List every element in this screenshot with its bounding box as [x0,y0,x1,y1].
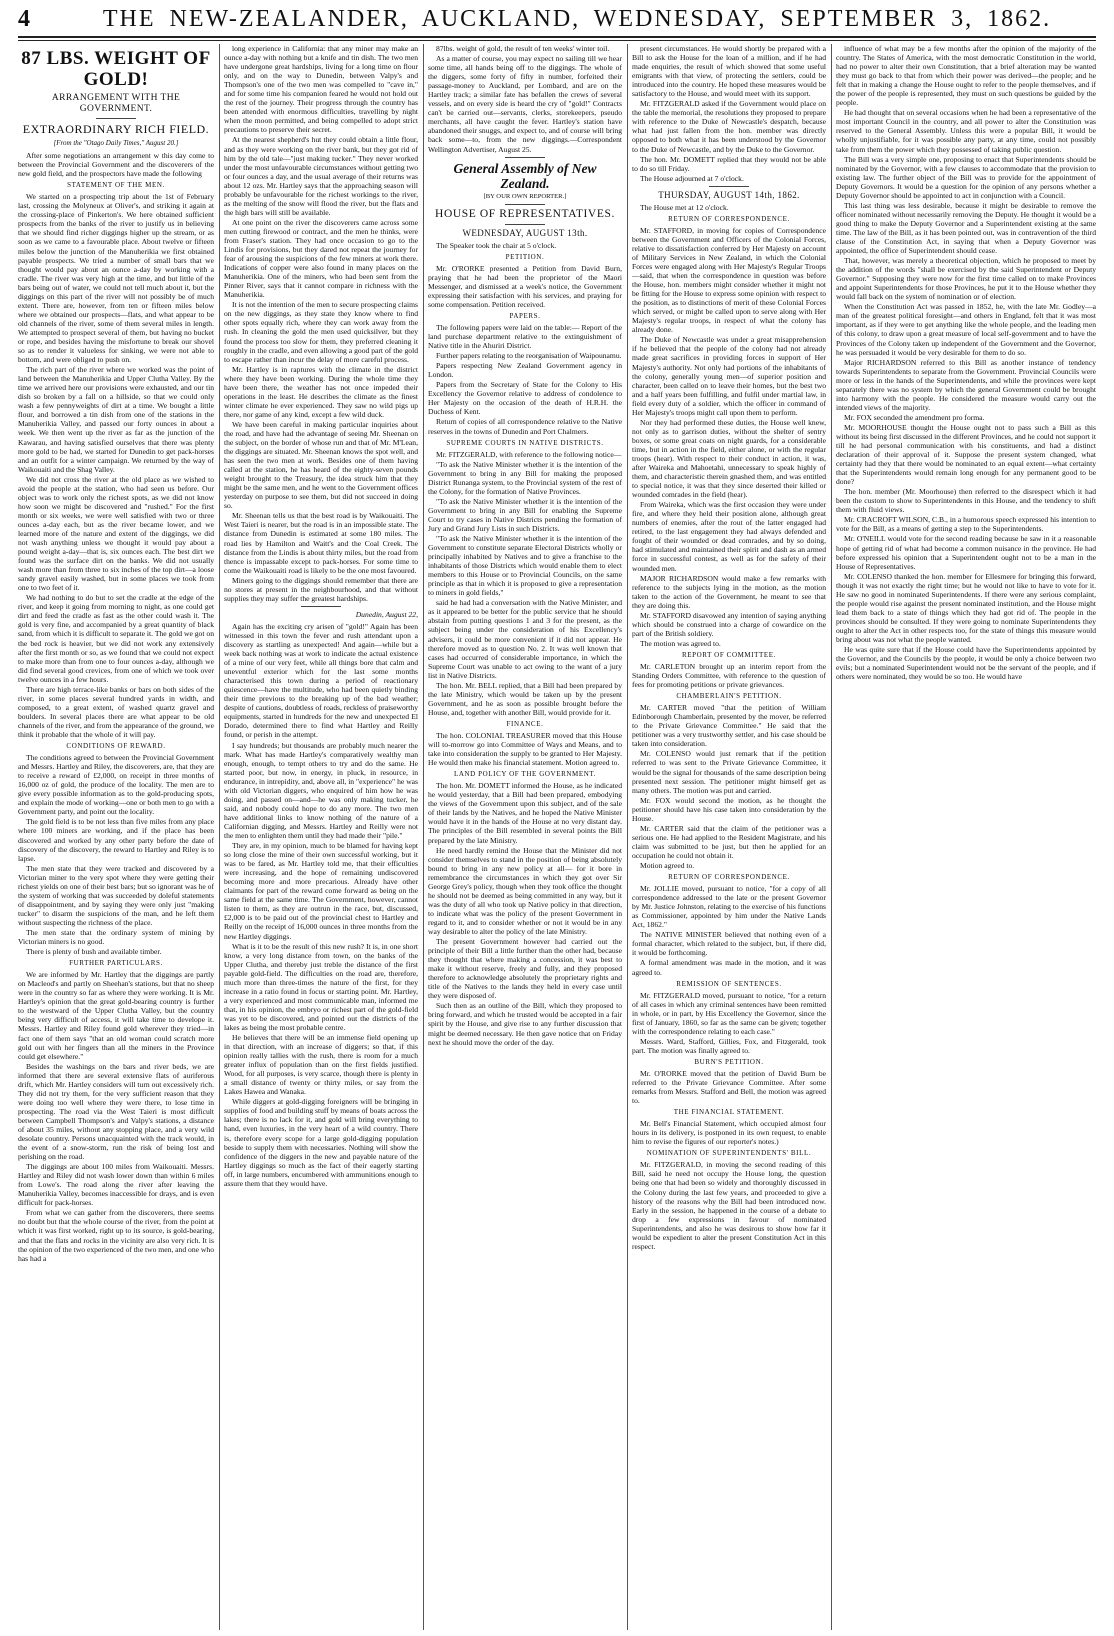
article-paragraph: From what we can gather from the discoverers, there seems no doubt but that the whole course of the river, from the point at which it was first worked, right up to its source, is gold-bearing, and that the flats and rocks in the vicinity are also very rich. It is the opinion of the two experienced of the two men, and one who has had a [18,1208,214,1263]
column-4 [632,44,826,1632]
article-paragraph: The gold field is to be not less than five miles from any place where 100 miners are working, and if the place has been discovered and worked by any other party before the date of discovery of the discovery, the reward to Hartley and Riley is to lapse. [18,817,214,863]
article-paragraph: The hon. member (Mr. Moorhouse) then referred to the disrespect which it had been the custom to show to Superintendents in this House, and the tendency to shift them with fluid views. [836,487,1096,515]
section-heading: FURTHER PARTICULARS. [69,959,163,968]
article-paragraph: Mr. Bell's Financial Statement, which occupied almost four hours in its delivery, is postponed in its own request, to enable him to revise the figures of our reporter's notes.) [632,1119,826,1147]
article-paragraph: Mr. FITZGERALD, in moving the second reading of this Bill, said he need not occupy the House long, the question being one that had been so widely and thoroughly discussed in the Colony during the last few years, and proceeded to give a history of the reasons why the Bill had been introduced now. Early in the session, he happened in the course of a debate to drop a few expressions in favour of nominated Superintendents, and also he was desirous to show how far it would be expedient to alter the present Constitution Act in this respect. [632,1160,826,1251]
article-paragraph: After some negotiations an arrangement w this day come to between the Provincial Government and the discoverers of the new gold field, and the prospectors have made the following [18,151,214,179]
section-heading: BURN'S PETITION. [694,1057,764,1066]
article-paragraph: "To ask the Native Minister whether it is the intention of the Government to bring in any Bill for making the proposed District Runanga system, to the Provincial system of the rest of the Colony, for the formation of Native Provinces. [428,459,622,496]
article-paragraph: This last thing was less desirable, because it might be desirable to remove the officer nominated without necessarily removing the Deputy. He thought it would be a good thing to make the Deputy Governor and a Superintendent existing at the same time. The law of the Bill, as it has been pointed out, was in contravention of the third clause of the Constitution Act, in saying that when a Deputy Governor was appointed, the office of Superintendent should cease. [836,200,1096,256]
section-heading: CONDITIONS OF REWARD. [66,742,166,751]
article-paragraph: The men state that the ordinary system of mining by Victorian miners is no good. [18,927,214,947]
masthead [18,4,1096,38]
page-number: 4 [18,6,30,32]
article-paragraph: The Speaker took the chair at 5 o'clock. [436,240,557,250]
article-paragraph: From Waireka, which was the first occasion they were under fire, and where they held their position alone, although great numbers of enemies, after the rout of the latter engaged had retired, to the last engagement they had always defended and fought of their wounded or dead comrades, and by so doing, had stimulated and maintained their spirit and dash as an armed force in successful contest, as well as for the safety of their wounded men. [632,500,826,573]
article-paragraph: There are high terrace-like banks or bars on both sides of the river, in some places several hundred yards in width, and composed, to a great extent, of washed quartz gravel and boulders. In several places there are what appear to be old channels of the river, and from the appearance of the ground, we think it probable that the whole of it will pay. [18,684,214,739]
article-paragraph: The Bill was a very simple one, proposing to enact that Superintendents should be nominated by the Governor, with a few clauses to accommodate that the provision to existing law. The further object of the Bill was to provide for the appointment of Deputy Governors. It would be a question for the opinion of any persons whether a Deputy Governor should be appointed to act in conjunction with a Council. [836,154,1096,200]
masthead-rule-thin [18,40,1096,41]
section-heading: CHAMBERLAIN'S PETITION. [676,692,782,701]
article-paragraph: said he had had a conversation with the Native Minister, and as it appeared to be better for the public service that he should abstain from putting questions 1 and 3 for the present, as the subject being under the consideration of his Excellency's advisers, it could be more convenient if it did not appear. He therefore moved as to question No. 2. It was well known that cases had occurred of considerable importance, in which the Supreme Court was unable to act owing to the want of a jury list in Native Districts. [428,598,622,680]
article-paragraph: A formal amendment was made in the motion, and it was agreed to. [632,958,826,977]
article-paragraph: long experience in California: that any miner may make an ounce a-day with nothing but a knife and tin dish. The two men have undergone great hardships, living for a long time on flour only, and on the way to Dunedin, between Valpy's and Thompson's one of the two men was compelled to "cave in," and for some time his companion feared he would not hold out the rest of the journey. Their progress through the country has been attended with enormous difficulties, travelling by night when the moon permitted, and being compelled to adopt strict precautions to preserve their secret. [224,44,418,135]
article-paragraph: Mr. Sheenan tells us that the best road is by Waikouaiti. The West Taieri is nearer, but the road is in an impossible state. The distance from Dunedin is estimated at some 180 miles. The road lies by Hamilton and Waitt's and the Coal Creek. The distance from the Lindis is about thirty miles, but the road from thence is impassable except to pack-horses. For some time to come the Waikouaiti road is likely to be the one most favoured. [224,511,418,575]
article-paragraph: The men state that they were tracked and discovered by a Victorian miner to the very spot where they were getting their richest yields on one of their best bars; but so ignorant was he of the system of working that was succeeded by doleful statements of disappointment, and by saying they were only just "making tucker" to disarm the suspicions of the man, and he left them without suspecting the richness of the place. [18,863,214,927]
column-3 [428,44,622,1632]
article-paragraph: Mr. FITZGERALD asked if the Government would place on the table the memorial, the resolutions they proposed to prepare with reference to the Duke of Newcastle's despatch, because what had just fallen from the hon. member was directly opposed to both what it has been understood by the Governor to the Duke of Newcastle, and by the Duke to the Governor. [632,99,826,154]
article-paragraph: The hon. Mr. DOMETT informed the House, as he indicated he would yesterday, that a Bill had been prepared, embodying the views of the Government upon this subject, and of the sale of their lands by the Natives, and he hoped the Native Minister would have it in the hands of the House at no very distant day. The principles of the Bill resembled in several points the Bill prepared by the late Ministry. [428,781,622,845]
article-paragraph: The House met at 12 o'clock. [640,202,729,212]
article-paragraph: 87lbs. weight of gold, the result of ten weeks' winter toil. [436,44,610,53]
article-paragraph: Mr. FOX seconded the amendment pro forma. [844,412,985,422]
section-heading: REPORT OF COMMITTEE. [681,650,777,659]
section-heading: SUPREME COURTS IN NATIVE DISTRICTS. [446,438,604,447]
article-paragraph: The NATIVE MINISTER believed that nothing even of a formal character, which related to the subject, but, if there did, it would be forthcoming. [632,930,826,958]
sitting-date: WEDNESDAY, AUGUST 13th. [462,227,588,238]
article-paragraph: Further papers relating to the reorganisation of Waipounamu. [436,351,622,361]
assembly-heading: General Assembly of New Zealand. [453,160,597,191]
masthead-rule [18,36,1096,38]
column-rule [219,44,220,1630]
dateline: Dunedin, August 22, [355,609,418,619]
article-paragraph: Return of copies of all correspondence relative to the Native reserves in the towns of Dunedin and Port Chalmers. [428,417,622,436]
article-paragraph: He believes that there will be an immense field opening up in that direction, with an increase of diggers; so that, if this opinion really tallies with the rush, there is room for a much greater influx of population than on the first fields justified. Wood, for all purposes, is very scarce, though there is plenty in a small distance of twenty or thirty miles, or say from the Lakes Hawea and Wanaka. [224,1033,418,1097]
article-paragraph: Mr. FITZGERALD moved, pursuant to notice, "for a return of all cases in which any criminal sentences have been remitted in whole, or in part, by His Excellency the Governor, since the first of January, 1860, so far as the same can be given; together with the correspondence relating to each case." [632,990,826,1036]
article-paragraph: Mr. CARLETON brought up an interim report from the Standing Orders Committee, with reference to the question of fees for promoting petitions or private grievances. [632,662,826,690]
article-paragraph: At one point on the river the discoverers came across some men cutting firewood or contract, and the men he thinks, were from Fraser's station. They had once occasion to go to the Lindis for provisions, but they dared not repeat the journey for fear of arousing the suspicions of the few miners at work there. Indications of copper were also found in many places on the Manuherikia. One of the miners, who had been sent from the Pinner River, says that it cannot compare in richness with the Manuherikia. [224,217,418,300]
article-paragraph: He had thought that on several occasions when he had been a representative of the most important Council in the country, and all power to alter the Constitution was reserved to the General Assembly. Unless this were a popular Bill, it would be wholly unjustifiable, for it was possible any party, at any time, could not possibly take from them the power which they possessed of taking public question. [836,108,1096,154]
article-paragraph: Miners going to the diggings should remember that there are no stores at present in the neighbourhood, and that without supplies they may suffer the greatest hardships. [224,575,418,603]
divider [505,204,545,205]
article-paragraph: Messrs. Ward, Stafford, Gillies, Fox, and Fitzgerald, took part. The motion was finally agreed to. [632,1036,826,1055]
article-paragraph: The House adjourned at 7 o'clock. [640,173,744,183]
divider [96,118,136,119]
reporter-credit: [BY OUR OWN REPORTER.] [483,192,567,200]
section-heading: RETURN OF CORRESPONDENCE. [668,873,790,882]
article-paragraph: Mr. STAFFORD disavowed any intention of saying anything which should be construed into a charge of cowardice on the part of the British soldiery. [632,610,826,638]
article-paragraph: The rich part of the river where we worked was the point of land between the Manuherikia and Upper Clutha Valley. By the time we arrived here our provisions were exhausted, and our tin dish so broken by a fall on a hillside, so that we could only wash a few pennyweights of dirt at a time. We bought a little flour, and borrowed a tin dish from one of the stations in the Manuherikia Valley, and passed our forty ounces in about a week. We then went up the river as far as the junction of the Kawarau, and having satisfied ourselves that there was plenty more gold to be had, we started for Dunedin to get pack-horses and an outfit for a winter campaign. We returned by the way of Waikouaiti and the Shag Valley. [18,365,214,474]
column-rule [423,44,424,1630]
article-paragraph: We had nothing to do but to set the cradle at the edge of the river, and keep it going from morning to night, as one could get dirt and feed the cradle as fast as the other could wash it. The gold is very fine, and accompanied by a great quantity of black sand, from which it is difficult to separate it. The gold we got on the bed rock is heavier, but we did not work any extensively after the first month or so, as we found that we could not expect to make more than from one to four ounces a-day, although we did find several good crevices, from one of which we took over twelve ounces in a few hours. [18,593,214,684]
article-paragraph: He need hardly remind the House that the Minister did not consider themselves to stand in the position of being absolutely bound to bring in any new policy at all— for it bore in remembrance the circumstances in which they got over Sir George Grey's policy, though when they took office the thought he should not be deemed as being committed in any way, but it was the duty of all who took up Native policy in that direction, to indicate what was the policy of the present Government in regard to it, and to consider whether or not it would be in any way desirable to alter the policy of the late Ministry. [428,845,622,936]
article-paragraph: Again has the exciting cry arisen of "gold!" Again has been witnessed in this town the fever and rush attendant upon a discovery as startling as unexpected! And again—while but a week back nothing was at work to indicate the actual existence of a mine of our very feet, while all things bore that calm and uneventful exterior which for the last some months characterised this town during a period of reactionary quiescence—have the multitude, who had been quietly binding their time previous to the breaking up of the bad weather; despite of cautions, doubtless of roads, reckless of praiseworthy equipments, started in hundreds for the new and unexpected El Dorado, determined there to find what Hartley and Reilly found, or perish in the attempt. [224,621,418,740]
article-paragraph: The Duke of Newcastle was under a great misapprehension if he believed that the people of the colony had not already made great sacrifices in providing forces in support of Her Majesty's authority. Not only had portions of the inhabitants of the colony, generally young men—of superior position and character, been called on to leave their homes, but the best two and a half years been fulfilling, and fulfil under martial law, in field every duty of a soldier, which the officer in command of Her Majesty's troops might call upon them to perform. [632,335,826,417]
article-paragraph: "To ask the Native Minister whether it is the intention of the Government to constitute separate Electoral Districts wholly or principally inhabited by Natives and to give a franchise to the inhabitants of those Districts which would enable them to elect members to this House or to Provincial Councils, on the same principle as that in which it is proposed to give a representation to miners in gold fields," [428,534,622,598]
article-paragraph: The motion was agreed to. [640,638,721,648]
article-paragraph: Mr. CARTER said that the claim of the petitioner was a serious one. He had applied to the Resident Magistrate, and his claim was submitted to be just, but then he applied for an occupation he could not obtain it. [632,823,826,860]
section-heading: REMISSION OF SENTENCES. [676,979,782,988]
article-paragraph: They are, in my opinion, much to be blamed for having kept so long close the mine of their own successful working, but it was to be fared, as Mr. Hartley told me, that their efficulties were increasing, and the hope of remaining undiscovered becoming more and more precarious. Already have other claimants for part of the reward come forward as being on the same field at the same time. The Government, however, cannot listen to them, as they are outrun in the race, but, discussed, £2,000 is to be paid out of the provincial chest to Hartley and Reilly on the receipt of 16,000 ounces in three months from the new Hartley diggings. [224,841,418,941]
article-paragraph: We have been careful in making particular inquiries about the road, and have had the advantage of seeing Mr. Sheenan on the subject, on the border of whose run and that of Mr. M'Lean, the diggings are situated. Mr. Sheenan knows the spot well, and has seen the two men at work. Besides one of them having called at the station, he has heard of the eighty-seven pounds weight brought to the Treasury, the idea struck him that they might be the same men, and he went to the Government offices yesterday on purpose to see them, but did not succeed in doing so. [224,419,418,511]
column-2 [224,44,418,1632]
article-paragraph: Mr. O'NEILL would vote for the second reading because he saw in it a reasonable hope of getting rid of what had become a common nuisance in the province. He had before expressed his opinion that a Superintendent ought not to be a man in the House of Representatives. [836,534,1096,571]
article-paragraph: That, however, was merely a theoretical objection, which he proposed to meet by the addition of the words "shall be exercised by the said Superintendent or Deputy Governor." Supposing they were now for the first time called on to make Provinces and appoint Superintendents for those Provinces, he put it to the House whether they would fall back on the system of nomination or of election. [836,256,1096,302]
article-paragraph: present circumstances. He would shortly be prepared with a Bill to ask the House for the loan of a million, and if he had made enquiries, the result of which showed that some useful emigrants with that view, of protecting the settlers, could be introduced into the country. He hoped these measures would be satisfactory to the House, and would meet with its support. [632,44,826,99]
article-paragraph: "To ask the Native Minister whether it is the intention of the Government to bring in any Bill for enabling the Supreme Court to try cases in Native Districts pending the formation of Jury and Grand Jury Lists in such Districts. [428,496,622,533]
article-paragraph: What is it to be the result of this new rush? It is, in one short know, a very long distance from town, on the banks of the Upper Clutha, and thereby just treble the distance of the first payable gold-field. The difficulties on the road are, therefore, much more than three-times the nature of the first, for they increase in a ratio found in focus or starting point. Mr. Hartley, a very experienced and most communicable man, informed me that, in his opinion, the embryo or richest part of the gold-field was yet to be discovered, and pointed out the districts of the lakes as being the most probable centre. [224,941,418,1032]
article-paragraph: The hon. COLONIAL TREASURER moved that this House will to-morrow go into Committee of Ways and Means, and to take into consideration the supply to be granted to Her Majesty. He would then make his financial statement. Motion agreed to. [428,731,622,768]
article-paragraph: Nor they had performed these duties, the House well knew, not only as to garrison duties, without the shelter of sentry boxes, or some great coats on night guards, for a considerable time, but in action in the field, either alone, or with the regular troops (hear). With respect to their conduct in action, it was, after Waireka and Mahoetahi, unnecessary to speak highly of them, and characteristic therein gnashed them, and was entitled to special notice, it was that they since deserted their killed or wounded comrades in the field (hear). [632,417,826,500]
article-paragraph: While diggers at gold-digging foreigners will be bringing in supplies of food and building stuff by means of boats across the lakes; there is no lack for it, and gold will bring everything to hand, even luxuries, in the very heart of a wild country. There is, therefore every scope for a large gold-digging population beside to supply them with necessaries. Nothing will show the confidence of the diggers in the new and payable nature of the Hartley diggings so much as the fact of their eagerly starting off, in large numbers, encumbered with ammunitions enough to assure them that they would have. [224,1097,418,1188]
article-paragraph: When the Constitution Act was passed in 1852, he, with the late Mr. Godley—a man of the greatest political foresight—and others in England, felt that it was most important, as if they were to get anything like the whole people, and the leading men of this colony, to draw upon a great measure of local self-government and to have the Provinces of the Colony taken up independent of the Government and the Governor, he was persuaded it would be very desirable for them to do so. [836,302,1096,357]
article-paragraph: influence of what may be a few months after the opinion of the majority of the country. The States of America, with the most democratic Constitution in the world, had no power to alter their own Constitution, that a brief alteration may be wanted they must go back to that from which their power was derived—the people; and he felt that in making a change the House ought to refer to the people themselves, and if the power of the people is represented, they must on such questions be guided by the people. [836,44,1096,108]
article-paragraph: The following papers were laid on the table:— Report of the land purchase department relative to the extinguishment of Native title in the Ahuriri District. [428,322,622,351]
article-paragraph: Mr. O'RORKE presented a Petition from David Burn, praying that he had been the proprietor of the Maori Messenger, and dismissed at a week's notice, the Government expressing their satisfaction with his services, and praying for some compensation. Petition received. [428,263,622,309]
article-paragraph: The conditions agreed to between the Provincial Government and Messrs. Hartley and Riley, the discoverers, are, that they are to receive a reward of £2,000, on receipt in three months of 16,000 oz of gold, the produce of the locality. The men are to give every possible information as to the gold-producing spots, and explain the mode of working—one or both men to go with a Government party, and point out the locality. [18,753,214,817]
section-heading: THE FINANCIAL STATEMENT. [673,1108,785,1117]
article-paragraph: Motion agreed to. [640,860,695,870]
article-paragraph: He was quite sure that if the House could have the Superintendents appointed by the Governor, and the Councils by the people, it would be only a choice between two evils; but a nominated Superintendent would not be the servant of the people, and if others were nominated, they would be so too. He would have [836,645,1096,682]
divider [301,606,341,607]
column-rule [831,44,832,1630]
article-paragraph: Mr. CRACROFT WILSON, C.B., in a humorous speech expressed his intention to vote for the Bill, as a means of getting a step to the Superintendents. [836,515,1096,534]
section-heading: PAPERS. [509,311,541,320]
column-rule [627,44,628,1630]
article-paragraph: Mr. COLENSO would just remark that if the petition referred to was sent to the Private Grievance Committee, it would be the signal for thousands of the same description being presented next session. The petitioner might himself get as many others. The motion was put and carried. [632,749,826,795]
column-5 [836,44,1096,1632]
article-paragraph: It is not the intention of the men to secure prospecting claims on the new diggings, as they state they know where to find other spots equally rich, where they can work away from the rush. In cleaning the gold the men used quicksilver, but they found the process too slow for them, they preferred cleaning it roughly in the cradle, and even allowing a good part of the gold to escape rather than incur the delay of more careful process. [224,300,418,364]
divider [505,224,545,225]
divider [505,157,545,158]
article-paragraph: Mr. CARTER moved "that the petition of William Edinborough Chamberlain, presented by the mover, be referred to the Private Grievance Committee." He said that the petitioner was a very trustworthy settler, and his case should be taken into consideration. [632,703,826,749]
article-paragraph: Papers respecting New Zealand Government agency in London. [428,361,622,380]
article-paragraph: As a matter of course, you may expect no sailing till we hear some time, all hands being off to the diggings. The whole of the diggers, some forty of fifty in number, forfeited their passage-money to Auckland, per Lombard, and are on the Hartley track; a similar fate has befallen the crews of several vessels, and on every side is heard the cry of "gold!" Contracts can't be carried out—servants, clerks, storekeepers, pseudo merchants, all have caught the fever. Hartley's station have abandoned their snuggs, and expect to, and of course will bring back some—to, from the new diggings.—Correspondent Wellington Advertiser, August 25. [428,54,622,154]
sitting-date: THURSDAY, AUGUST 14th, 1862. [658,189,800,200]
newspaper-title: THE NEW-ZEALANDER, AUCKLAND, WEDNESDAY, SEPTEMBER 3, 1862. [102,6,1052,32]
article-paragraph: I say hundreds; but thousands are probably much nearer the mark. What has made Hartley's comparatively wealthy man enough, enough, to tempt others to try and do the same. He started poor, but now, in energy, in pluck, in resource, in endurance, in intrepidity, and, above all, in "experience" he was with old Victorian diggers, who enquired of him how he was doing, and passed on—and—he was only making tucker, he said, and nobody could hope to do any more. The two men have additional links to know nothing of the nature of a Californian digging, and Messrs. Hartley and Reilly were not the men to enlighten them until they had made their "pile." [224,740,418,840]
column-1 [18,44,214,1632]
gold-subhead-arrangement: ARRANGEMENT WITH THE GOVERNMENT. [51,93,181,114]
article-paragraph: We did not cross the river at the old place as we wished to avoid the people at the station, who had seen us before. Our object was to work only the richest spots, as we did not know how soon we might be discovered and "rushed." For the first month or six weeks, we were well satisfied with two or three ounces a-day each, but as the river became lower, and we learned more of the nature and extent of the diggings, we did not wash anything unless we thought it would pay about a pound weight a-day—that is, six ounces each. The best dirt we found was the surface dirt on the banks. We did not usually wash more than from three to six inches of the top dirt—a loose sandy gravel easily washed, but in some places we took from one to two feet of it. [18,474,214,593]
article-paragraph: Papers from the Secretary of State for the Colony to His Excellency the Governor relative to address of condolence to Her Majesty on the occasion of the death of H.R.H. the Duchess of Kent. [428,380,622,417]
section-heading: NOMINATION OF SUPERINTENDENTS' BILL. [646,1149,812,1158]
article-paragraph: Mr. STAFFORD, in moving for copies of Correspondence between the Government and Officers of the Colonial Forces, relative to dissatisfaction conferred by Her Majesty on account of Military Services in New Zealand, in which the Colonial Forces were engaged along with Her Majesty's Regular Troops—said, that when the correspondence in question was before the House, hon. members might consider whether it might not be fitting for the House to express some opinion with respect to the position, as to distinctions of merit of these Colonial Forces which served, or might be called upon to serve along with Her Majesty's regular troops, in respect of what the colony has already done. [632,225,826,335]
article-paragraph: We are informed by Mr. Hartley that the diggings are partly on Macleod's and partly on Sheehan's stations, but that no sheep were in the country so far as where they were working. It is Mr. Hartley's opinion that the great gold-bearing country is further to the westward of the Upper Clutha Valley, but the country being very difficult of access, it will take time to develope it. Messrs. Hartley and Riley found gold wherever they tried—in fact one of them says "that an old woman could scratch more gold out with her fingers than all the miners in the Province could get elsewhere." [18,970,214,1061]
article-paragraph: Mr. FOX would second the motion, as he thought the petitioner should have his case taken into consideration by the House. [632,795,826,823]
article-paragraph: Mr. Hartley is in raptures with the climate in the district where they have been working. During the whole time they have been there, the weather has not once impeded their operations in the least. He describes the climate as the finest winter climate he ever experienced. They saw no wild pigs up there, nor game of any kind, except a few wild duck. [224,364,418,419]
article-paragraph: The present Government however had carried out the principle of their Bill a little further than the other had, because they thought that where making a concession, it was best to make it without reserve, freely and fully, and they proposed therefore to acknowledge absolutely the proprietary rights and title of the Natives to the lands they held in every case until they were disposed of. [428,937,622,1001]
article-paragraph: Besides the washings on the bars and river beds, we are informed that there are several extensive flats of auriferous drift, which Mr. Hartley considers will turn out excessively rich. They did not try them, for the very sufficient reason that they were doing too well where they were there, to lose time in prospecting. The road via the West Taieri is most difficult between Campbell Thompson's and Valpy's stations, a distance of about 35 miles, without any stopping place, and a very wild desolate country. Persons unacquainted with the track would, in the event of a snow-storm, run the risk of being lost and perishing on the road. [18,1061,214,1162]
article-paragraph: We started on a prospecting trip about the 1st of February last, crossing the Molyneux at Oliver's, and striking it again at the crossing-place of Pinkerton's. We here obtained sufficient prospects from the banks of the river to justify us in believing that we should find richer diggings higher up the stream, or as soon as we came to a favourable place. About twelve or fifteen miles below the junction of the Manuherikia we first obtained payable prospects. We tried a number of small bars that we thought would pay about an ounce a-day by working with a cradle. The river was very high at the time, and but little of the bars being out of water, we could not tell much about it, but the diggings on this part of the river will not possibly be of much extent. There are, however, from ten or fifteen miles below where we obtained our prospects—flats, and what appear to be old channels of the river, some of them several miles in length. We attempted to prospect several of them, but having no bucket or rope, and besides having the misfortune to break our shovel so as to render it valueless for sinking, we were not able to bottom, and were obliged to push on. [18,192,214,365]
gold-headline: 87 LBS. WEIGHT OF GOLD! [21,48,211,90]
article-paragraph: Such then as an outline of the Bill, which they proposed to bring forward, and which he trusted would be accepted in a fair spirit by the House, and give rise to any further discussion that might be deemed necessary. He then gave notice that on Friday next he should move the order of the day. [428,1001,622,1047]
article-paragraph: The diggings are about 100 miles from Waikouaiti. Messrs. Hartley and Riley did not wash lower down than within 6 miles from Lowe's. The road along the river after leaving the Manuherikia Valley, becomes inaccessible for drays, and is even difficult for pack-horses. [18,1162,214,1208]
gold-subhead-rich-field: EXTRAORDINARY RICH FIELD. [22,122,210,136]
article-paragraph: The hon. Mr. DOMETT replied that they would not be able to do so till Friday. [632,154,826,173]
article-source: [From the "Otago Daily Times," August 20.] [53,139,179,147]
article-paragraph: Mr. O'RORKE moved that the petition of David Burn be referred to the Private Grievance Committee. After some remarks from Messrs. Stafford and Bell, the motion was agreed to. [632,1068,826,1106]
section-heading: RETURN OF CORRESPONDENCE. [668,214,790,223]
article-paragraph: Mr. JOLLIE moved, pursuant to notice, "for a copy of all correspondence addressed to the late or the present Governor by Mr. Justice Johnston, relating to the exercise of his functions as Commissioner, appointed by him under the Native Lands Act, 1862." [632,884,826,930]
divider [709,186,749,187]
section-heading: PETITION. [505,252,545,261]
article-paragraph: Mr. MOORHOUSE thought the House ought not to pass such a Bill as this without its being first discussed in the different Provinces, and he could not support it till he had personal communication with his constituents, and had a distinct declaration of their approval of it. Suppose the present system changed, what certainty had they that there would be nominated to an equal extent—what certainty that the Superintendents would remain long enough for any permanent good to be done? [836,422,1096,487]
article-paragraph: Mr. FITZGERALD, with reference to the following notice— [436,449,622,459]
article-paragraph: Major RICHARDSON referred to this Bill as another instance of tendency towards Superintendents to separate from the Government. Provincial Councils were more or less in the hands of the Superintendents, and while the provinces were kept separately there was no system by which the general Government could be brought into harmony with the people. He considered the measure would carry out the intended views of the majority. [836,357,1096,412]
article-paragraph: Mr. COLENSO thanked the hon. member for Ellesmere for bringing this forward, though it was not exactly the right time; but he would not like to have to vote for it. He saw no good in nominated Superintendents. If there were any serious complaint, the people would rise against the present nominated institution, and the House might lead them back to a state of things which they had got rid of. The people in the provinces should be consulted. If they were going to nominate Superintendents they ought to alter the Act in other respects too, for the state of things this measure would bring about was not what the people wanted. [836,571,1096,644]
section-heading: STATEMENT OF THE MEN. [67,181,165,190]
section-heading: FINANCE. [506,719,544,728]
section-heading: LAND POLICY OF THE GOVERNMENT. [453,770,597,779]
article-paragraph: The hon. Mr. BELL replied, that a Bill had been prepared by the late Ministry, which would be taken up by the present Government, and he as soon as possible brought before the House, and, together with another Bill, would provide for it. [428,680,622,717]
article-paragraph: At the nearest shepherd's hut they could obtain a little flour, and as they were working on the river bank, but they got rid of him by the old tale—"just making tucker." They never worked under the most unfavourable circumstances without getting two or four ounces a day, and the usual average of their returns was about 12 ozs. Mr. Hartley says that the approaching season will probably be unfavourable for the richest workings to the river, as the melting of the snow will flood the river, but the flats and the high bars will still be available. [224,135,418,217]
article-paragraph: There is plenty of bush and available timber. [26,947,162,957]
article-paragraph: MAJOR RICHARDSON would make a few remarks with reference to the subjects lying in the motion, as the motion taken to the action of the Government, he meant to see that they are doing this. [632,573,826,610]
house-heading: HOUSE OF REPRESENTATIVES. [435,207,615,220]
